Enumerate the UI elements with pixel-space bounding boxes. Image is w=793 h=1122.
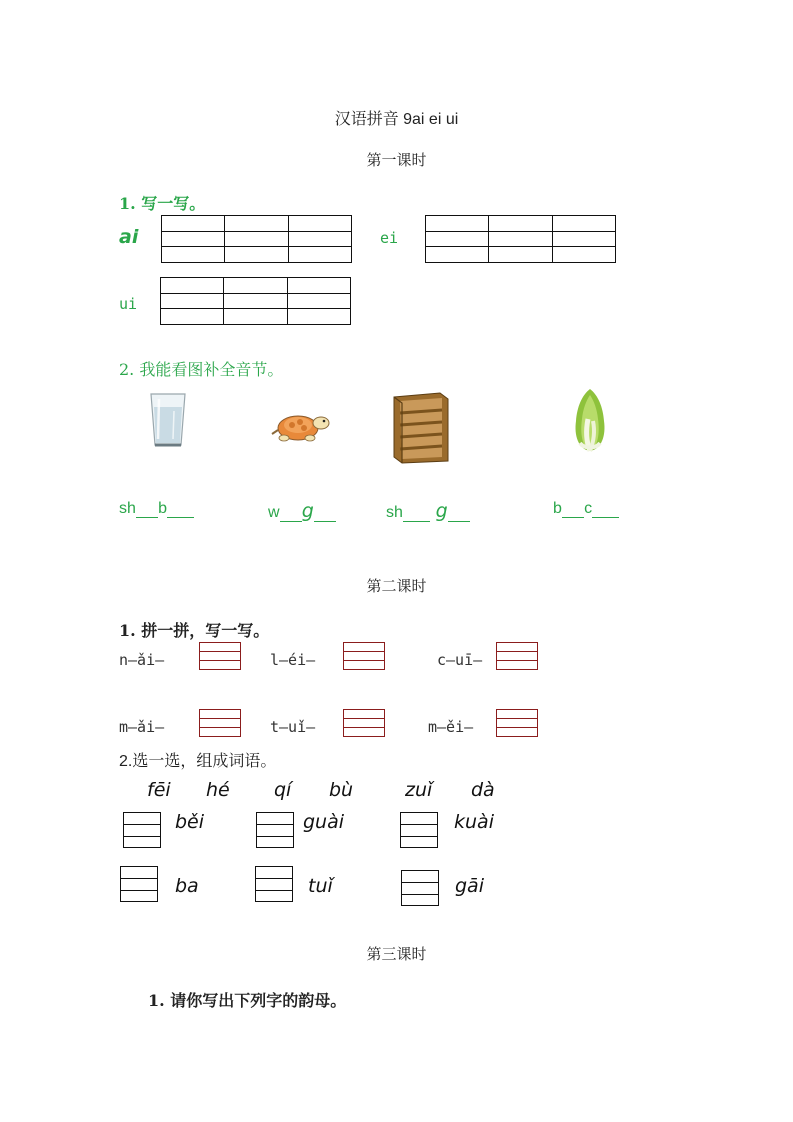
lesson3-heading: 第三课时 — [366, 945, 427, 963]
water-glass-image — [148, 391, 188, 449]
lesson2-question-1: 1. 拼一拼，写一写。 — [119, 621, 270, 640]
syllable-fill-2[interactable]: w g — [268, 500, 336, 522]
word-box-5[interactable] — [255, 866, 293, 902]
label-ei: ei — [380, 229, 399, 247]
word-box-2[interactable] — [256, 812, 294, 848]
word-box-4[interactable] — [120, 866, 158, 902]
spell-chain-2: l—éi— — [270, 651, 316, 669]
spell-chain-6: m—ěi— — [428, 718, 474, 736]
writing-grid-ui[interactable] — [160, 277, 351, 325]
answer-box-6[interactable] — [496, 709, 538, 737]
lesson3-question-1: 1. 请你写出下列字的韵母。 — [148, 991, 347, 1010]
word-2: guài — [303, 811, 345, 833]
cabbage-image — [568, 385, 612, 455]
syllable-fill-1[interactable]: sh b — [119, 500, 194, 518]
choice-3[interactable]: qí — [274, 779, 292, 801]
lesson2-heading: 第二课时 — [366, 577, 427, 595]
spell-chain-1: n—ǎi— — [119, 651, 165, 669]
lesson1-question-2: 2. 我能看图补全音节。 — [119, 360, 284, 379]
word-box-1[interactable] — [123, 812, 161, 848]
choice-5[interactable]: zuǐ — [405, 779, 433, 801]
label-ai: ai — [119, 226, 139, 248]
answer-box-5[interactable] — [343, 709, 385, 737]
spell-chain-5: t—uǐ— — [270, 718, 316, 736]
label-ui: ui — [119, 295, 138, 313]
word-3: kuài — [454, 811, 494, 833]
lesson1-heading: 第一课时 — [366, 151, 427, 169]
bookshelf-image — [392, 391, 450, 465]
word-5: tuǐ — [308, 875, 333, 897]
word-box-6[interactable] — [401, 870, 439, 906]
lesson2-question-2: 2.选一选，组成词语。 — [119, 753, 277, 770]
syllable-fill-3[interactable]: sh g — [386, 500, 470, 522]
word-1: běi — [175, 811, 205, 833]
lesson1-question-1: 1. 写一写。 — [119, 194, 206, 213]
choice-1[interactable]: fēi — [147, 779, 171, 801]
word-6: gāi — [455, 875, 484, 897]
spell-chain-3: c—uī— — [437, 651, 483, 669]
word-box-3[interactable] — [400, 812, 438, 848]
word-4: ba — [175, 875, 199, 897]
writing-grid-ei[interactable] — [425, 215, 616, 263]
choice-4[interactable]: bù — [329, 779, 354, 801]
answer-box-2[interactable] — [343, 642, 385, 670]
choice-2[interactable]: hé — [206, 779, 230, 801]
syllable-fill-4[interactable]: b c — [553, 500, 619, 518]
answer-box-4[interactable] — [199, 709, 241, 737]
answer-box-3[interactable] — [496, 642, 538, 670]
writing-grid-ai[interactable] — [161, 215, 352, 263]
answer-box-1[interactable] — [199, 642, 241, 670]
page-title: 汉语拼音 9ai ei ui — [334, 111, 459, 128]
choice-6[interactable]: dà — [471, 779, 495, 801]
turtle-image — [270, 408, 332, 444]
spell-chain-4: m—ǎi— — [119, 718, 165, 736]
